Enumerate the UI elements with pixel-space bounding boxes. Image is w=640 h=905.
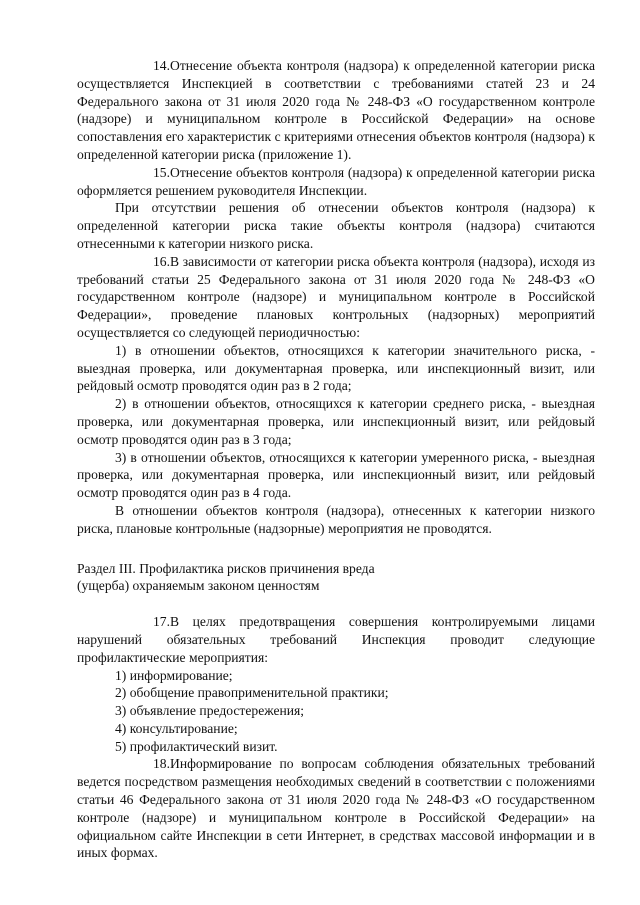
paragraph-text: В отношении объектов контроля (надзора), отнесенных к категории низкого риска, плановые контрольные (надзорные) мероприятия не проводятся. [77, 502, 595, 536]
paragraph-text: В зависимости от категории риска объекта контроля (надзора), исходя из требований статьи 25 Федерального закона от 31 июля 2020 года № 248-ФЗ «О государственном контроле (надзоре) и муниципальном контроле в Российской Федерации», проведение плановых контрольных (надзорных) мероприятий осуществляется со следующей периодичностью: [77, 253, 595, 340]
list-item-generalization [77, 684, 595, 702]
paragraph-text: Отнесение объектов контроля (надзора) к определенной категории риска оформляется решением руководителя Инспекции. [77, 164, 595, 198]
list-item-medium-risk [77, 395, 595, 448]
paragraph-text: 4) консультирование; [115, 720, 238, 736]
paragraph-text: Отнесение объекта контроля (надзора) к определенной категории риска осуществляется Инспекцией в соответствии с требованиями статей 23 и 24 Федерального закона от 31 июля 2020 года № 248-ФЗ «О государственном контроле (надзоре) и муниципальном контроле в Российской Федерации» на основе сопоставления его характеристик с критериями отнесения объектов контроля (надзора) к определенной категории риска (приложение 1). [77, 58, 595, 162]
section-heading-line-1: Раздел III. Профилактика рисков причинения вреда [77, 560, 375, 576]
paragraph-text: 1) информирование; [115, 667, 233, 683]
paragraph-number: 18. [153, 756, 170, 772]
paragraph-low-risk [77, 502, 595, 538]
list-item-warning [77, 702, 595, 720]
document-body [77, 57, 595, 862]
list-item-preventive-visit [77, 738, 595, 756]
paragraph-text: 5) профилактический визит. [115, 738, 278, 754]
list-item-consulting [77, 720, 595, 738]
paragraph-16 [77, 253, 595, 342]
paragraph-15 [77, 164, 595, 200]
list-item-informing [77, 667, 595, 685]
section-heading-line-2: (ущерба) охраняемым законом ценностям [77, 578, 320, 594]
paragraph-15-continued [77, 199, 595, 252]
paragraph-18 [77, 755, 595, 862]
paragraph-number: 17. [153, 614, 170, 630]
paragraph-text: 2) обобщение правоприменительной практики; [115, 685, 389, 701]
list-item-moderate-risk [77, 449, 595, 502]
paragraph-number: 15. [153, 164, 170, 180]
list-item-significant-risk [77, 342, 595, 395]
paragraph-number: 16. [153, 253, 170, 269]
paragraph-number: 14. [153, 58, 170, 73]
paragraph-14 [77, 57, 595, 164]
section-heading [77, 560, 595, 596]
paragraph-text: 3) в отношении объектов, относящихся к категории умеренного риска, - выездная проверка, или документарная проверка, или инспекционный визит, или рейдовый осмотр проводятся один раз в 4 года. [77, 449, 595, 501]
paragraph-text: При отсутствии решения об отнесении объектов контроля (надзора) к определенной категории риска такие объекты контроля (надзора) считаются отнесенными к категории низкого риска. [77, 200, 595, 251]
paragraph-text: 2) в отношении объектов, относящихся к категории среднего риска, - выездная проверка, или документарная проверка, или инспекционный визит, или рейдовый осмотр проводятся один раз в 3 года; [77, 396, 595, 447]
paragraph-text: 3) объявление предостережения; [115, 703, 305, 719]
paragraph-text: 1) в отношении объектов, относящихся к категории значительного риска, - выездная проверка, или документарная проверка, или инспекционный визит, или рейдовый осмотр проводятся один раз в 2 года; [77, 342, 595, 394]
paragraph-17 [77, 613, 595, 666]
paragraph-text: Информирование по вопросам соблюдения обязательных требований ведется посредством размещения необходимых сведений в соответствии с положениями статьи 46 Федерального закона от 31 июля 2020 года № 248-ФЗ «О государственном контроле (надзоре) и муниципальном контроле в Российской Федерации» на официальном сайте Инспекции в сети Интернет, в средствах массовой информации и в иных формах. [77, 756, 595, 861]
paragraph-text: В целях предотвращения совершения контролируемыми лицами нарушений обязательных требований Инспекция проводит следующие профилактические мероприятия: [77, 614, 595, 665]
